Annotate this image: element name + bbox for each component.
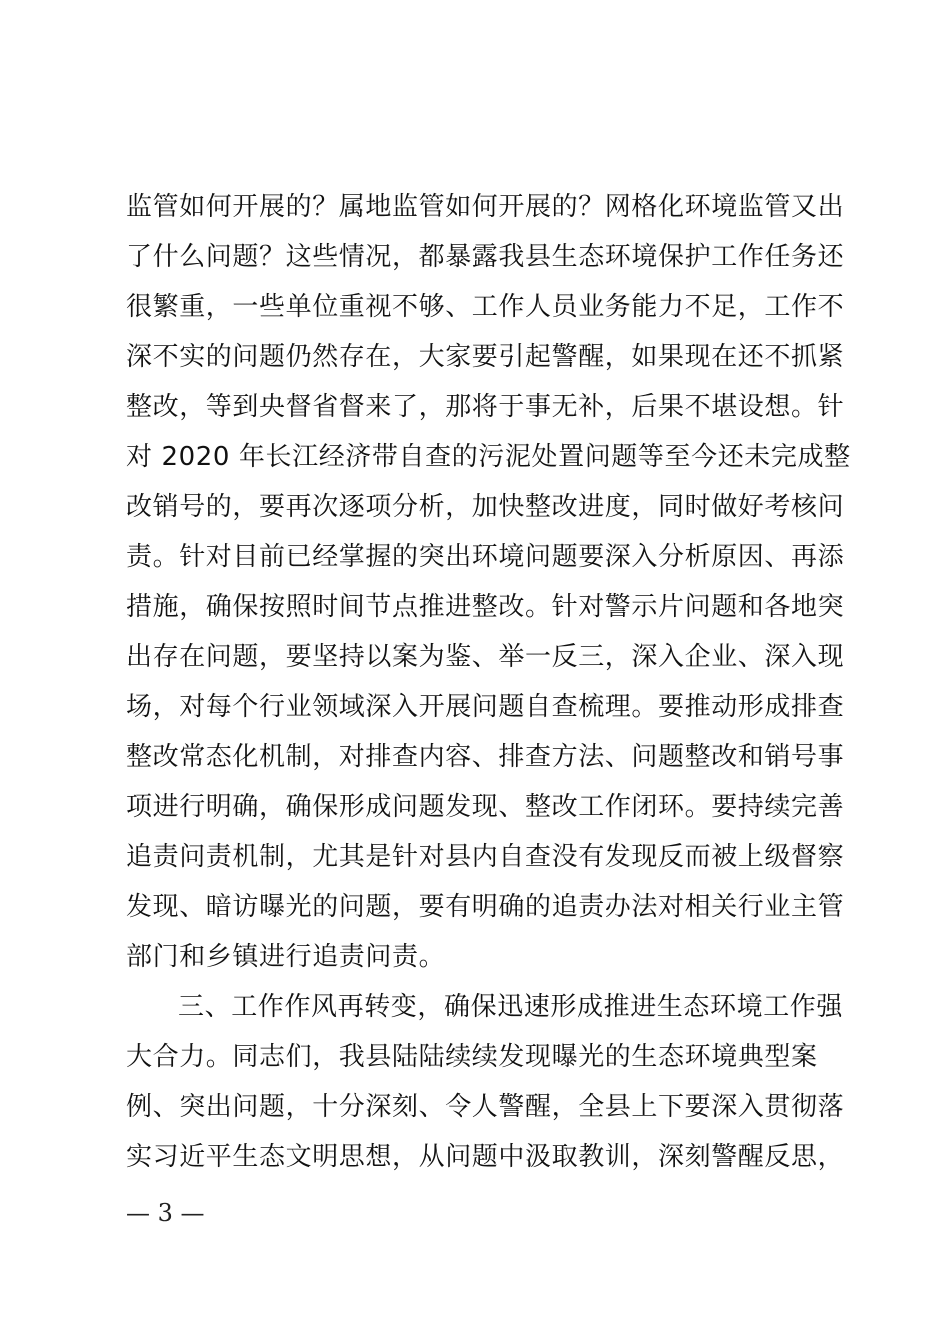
section-heading-line: 三、工作作风再转变，确保迅速形成推进生态环境工作强 <box>178 992 844 1022</box>
text-line: 发现、暗访曝光的问题，要有明确的追责办法对相关行业主管 <box>126 892 845 922</box>
text-line: 场，对每个行业领域深入开展问题自查梳理。要推动形成排查 <box>126 692 845 722</box>
text-line: 深不实的问题仍然存在，大家要引起警醒，如果现在还不抓紧 <box>126 342 845 372</box>
text-line: 很繁重，一些单位重视不够、工作人员业务能力不足，工作不 <box>126 292 845 322</box>
text-line: 整改，等到央督省督来了，那将于事无补，后果不堪设想。针 <box>126 392 845 422</box>
text-line: 部门和乡镇进行追责问责。 <box>126 942 446 972</box>
text-line: 责。针对目前已经掌握的突出环境问题要深入分析原因、再添 <box>126 542 845 572</box>
text-line: 对 2020 年长江经济带自查的污泥处置问题等至今还未完成整 <box>126 442 851 472</box>
text-line: 出存在问题，要坚持以案为鉴、举一反三，深入企业、深入现 <box>126 642 845 672</box>
text-line: 实习近平生态文明思想，从问题中汲取教训，深刻警醒反思， <box>126 1142 845 1172</box>
text-line: 项进行明确，确保形成问题发现、整改工作闭环。要持续完善 <box>126 792 845 822</box>
paragraph-2 <box>126 982 845 1182</box>
text-line: 例、突出问题，十分深刻、令人警醒，全县上下要深入贯彻落 <box>126 1092 845 1122</box>
body-text <box>126 182 851 1182</box>
text-line: 监管如何开展的？属地监管如何开展的？网格化环境监管又出 <box>126 192 845 222</box>
text-line: 改销号的，要再次逐项分析，加快整改进度，同时做好考核问 <box>126 492 845 522</box>
text-line: 整改常态化机制，对排查内容、排查方法、问题整改和销号事 <box>126 742 845 772</box>
text-line: 了什么问题？这些情况，都暴露我县生态环境保护工作任务还 <box>126 242 845 272</box>
page-number: — 3 — <box>126 1199 205 1227</box>
paragraph-1 <box>126 182 851 982</box>
text-line: 追责问责机制，尤其是针对县内自查没有发现反而被上级督察 <box>126 842 845 872</box>
text-line: 措施，确保按照时间节点推进整改。针对警示片问题和各地突 <box>126 592 845 622</box>
text-line: 大合力。同志们，我县陆陆续续发现曝光的生态环境典型案 <box>126 1042 818 1072</box>
